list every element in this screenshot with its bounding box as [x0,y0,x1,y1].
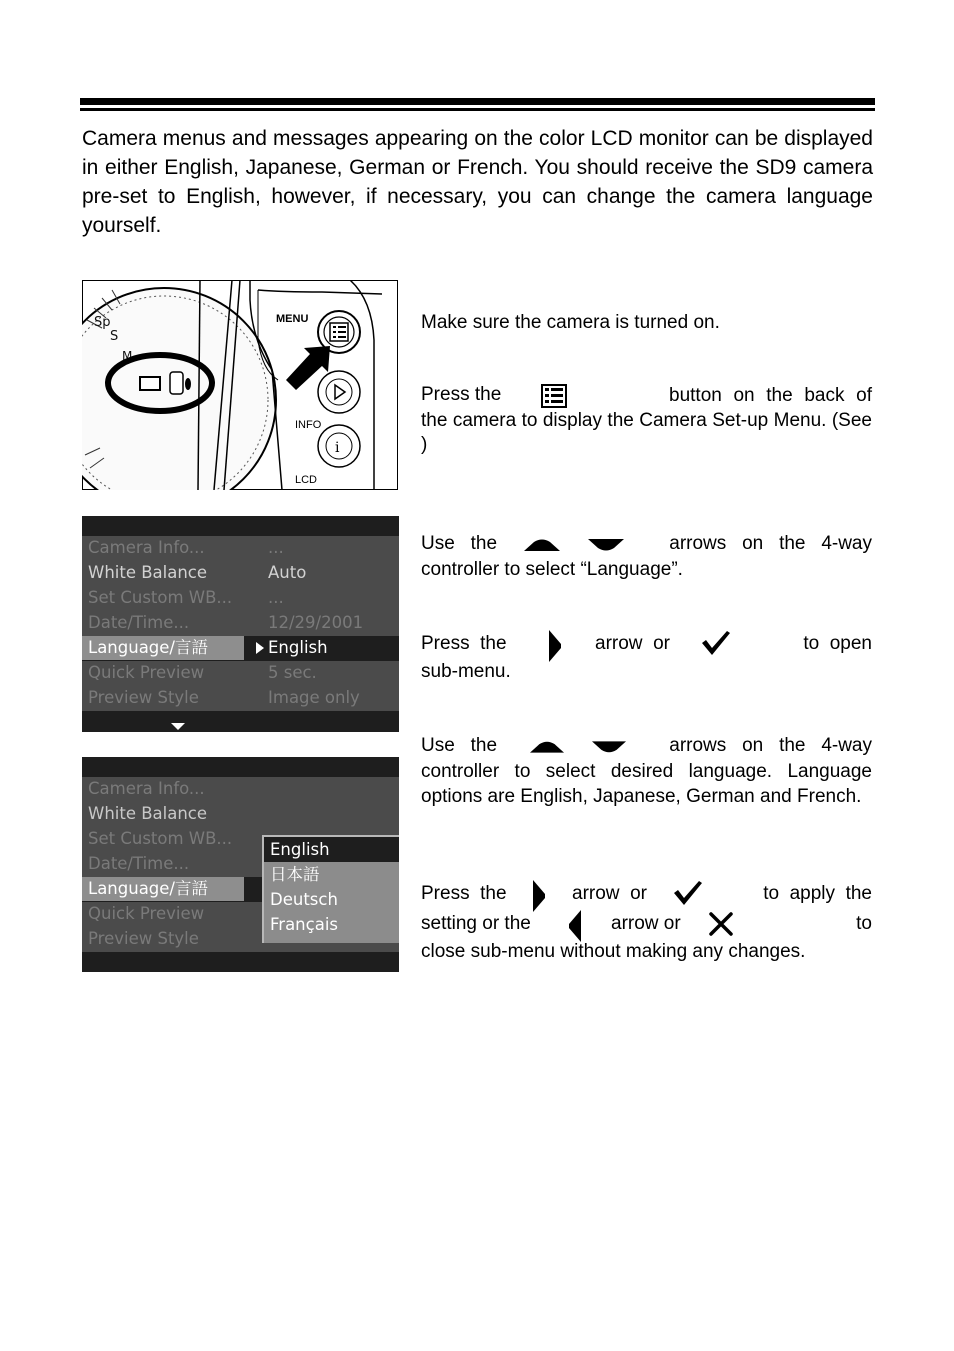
arrow-down-icon [592,740,626,759]
lcd1-row-value: 5 sec. [268,663,317,682]
lcd2-menu-row [82,802,399,827]
submenu-language-option: 日本語 [270,865,320,884]
camera-back-illustration [82,280,398,490]
lcd1-row-value: ... [268,538,284,557]
svg-text:INFO: INFO [295,419,322,431]
lcd1-row-label: Camera Info... [88,538,205,557]
submenu-language-option: Deutsch [270,890,338,909]
lcd2-row-label: Set Custom WB... [88,829,233,848]
step-1-text: Make sure the camera is turned on. [421,312,720,333]
arrow-right-icon [532,880,546,917]
lcd2-row-label: White Balance [88,804,208,823]
cross-icon [708,911,734,942]
step-6-arrow-or: arrow or [572,883,647,904]
step-5-text: controller to select desired language. Language options are English, Japanese, German and French. [421,761,872,807]
step-6-arrow-or-2: arrow or [611,913,681,934]
step-5-arrows: arrows on the 4-way [669,735,872,756]
step-6-close: close sub-menu without making any changes. [421,941,806,962]
lcd1-menu-row [82,661,399,686]
step-4-arrow-or: arrow or [595,633,670,654]
lcd2-row-label: Camera Info... [88,779,205,798]
step-3-text: controller to select “Language”. [421,559,683,580]
arrow-up-icon [530,740,564,759]
lcd1-row-label: Preview Style [88,688,199,707]
lcd1-menu-row [82,636,399,661]
arrow-down-icon [588,538,624,557]
step-4-to-open: to open [803,633,872,654]
lcd-menu-screen-2 [82,757,399,972]
lcd1-menu-row [82,561,399,586]
lcd-menu-screen-1 [82,516,399,732]
lcd1-row-value: Image only [268,688,360,707]
lcd2-row-label: Quick Preview [88,904,205,923]
step-2-text: button on the back of the camera to display the Camera Set-up Menu. (See ) [421,385,872,455]
step-2-press: Press the [421,384,502,405]
lcd1-row-value: English [268,638,328,657]
checkmark-icon [701,630,731,661]
submenu-language-option: Français [270,915,339,934]
step-4-submenu: sub-menu. [421,661,511,682]
lcd2-row-label: Date/Time... [88,854,190,873]
step-6-to: to [856,913,872,934]
lcd2-row-label: Preview Style [88,929,199,948]
step-4-press: Press the [421,633,507,654]
step-6-to-apply: to apply the [763,883,872,904]
lcd1-row-label: Quick Preview [88,663,205,682]
svg-text:M: M [122,349,133,363]
lcd1-menu-row [82,611,399,636]
language-submenu [262,835,399,943]
lcd1-row-value: ... [268,588,284,607]
svg-text:S: S [110,329,119,344]
step-3-use: Use the [421,533,498,554]
step-6-setting: setting or the [421,913,531,934]
svg-text:MENU: MENU [276,313,309,325]
svg-text:i: i [335,440,340,456]
submenu-pointer-icon [256,642,264,654]
lcd2-row-label: Language/言語 [82,877,244,901]
lcd2-menu-row [82,777,399,802]
lcd1-menu-row [82,686,399,711]
scroll-down-icon [171,716,185,732]
step-5-use: Use the [421,735,498,756]
lcd1-row-label: Set Custom WB... [88,588,233,607]
lcd1-row-label: Language/言語 [82,636,244,660]
svg-text:Sp: Sp [94,315,111,330]
lcd1-row-label: White Balance [88,563,208,582]
step-6-press: Press the [421,883,507,904]
lcd1-menu-row [82,586,399,611]
step-3-arrows: arrows on the 4-way [669,533,872,554]
lcd1-row-label: Date/Time... [88,613,190,632]
lcd1-menu-row [82,536,399,561]
lcd1-row-value: 12/29/2001 [268,613,364,632]
svg-text:LCD: LCD [295,474,318,486]
camera-back-photo [82,280,398,490]
arrow-up-icon [524,538,560,557]
header-rule-thick [80,98,875,105]
intro-paragraph: Camera menus and messages appearing on the color LCD monitor can be displayed in either English, Japanese, German or French. You should receive the SD9 camera pre-set to English, however, if necessary, you can change the camera language yourself. [82,127,873,237]
lcd1-row-value: Auto [268,563,307,582]
submenu-language-option: English [264,837,399,862]
header-rule-thin [80,108,875,111]
checkmark-icon [673,880,703,911]
